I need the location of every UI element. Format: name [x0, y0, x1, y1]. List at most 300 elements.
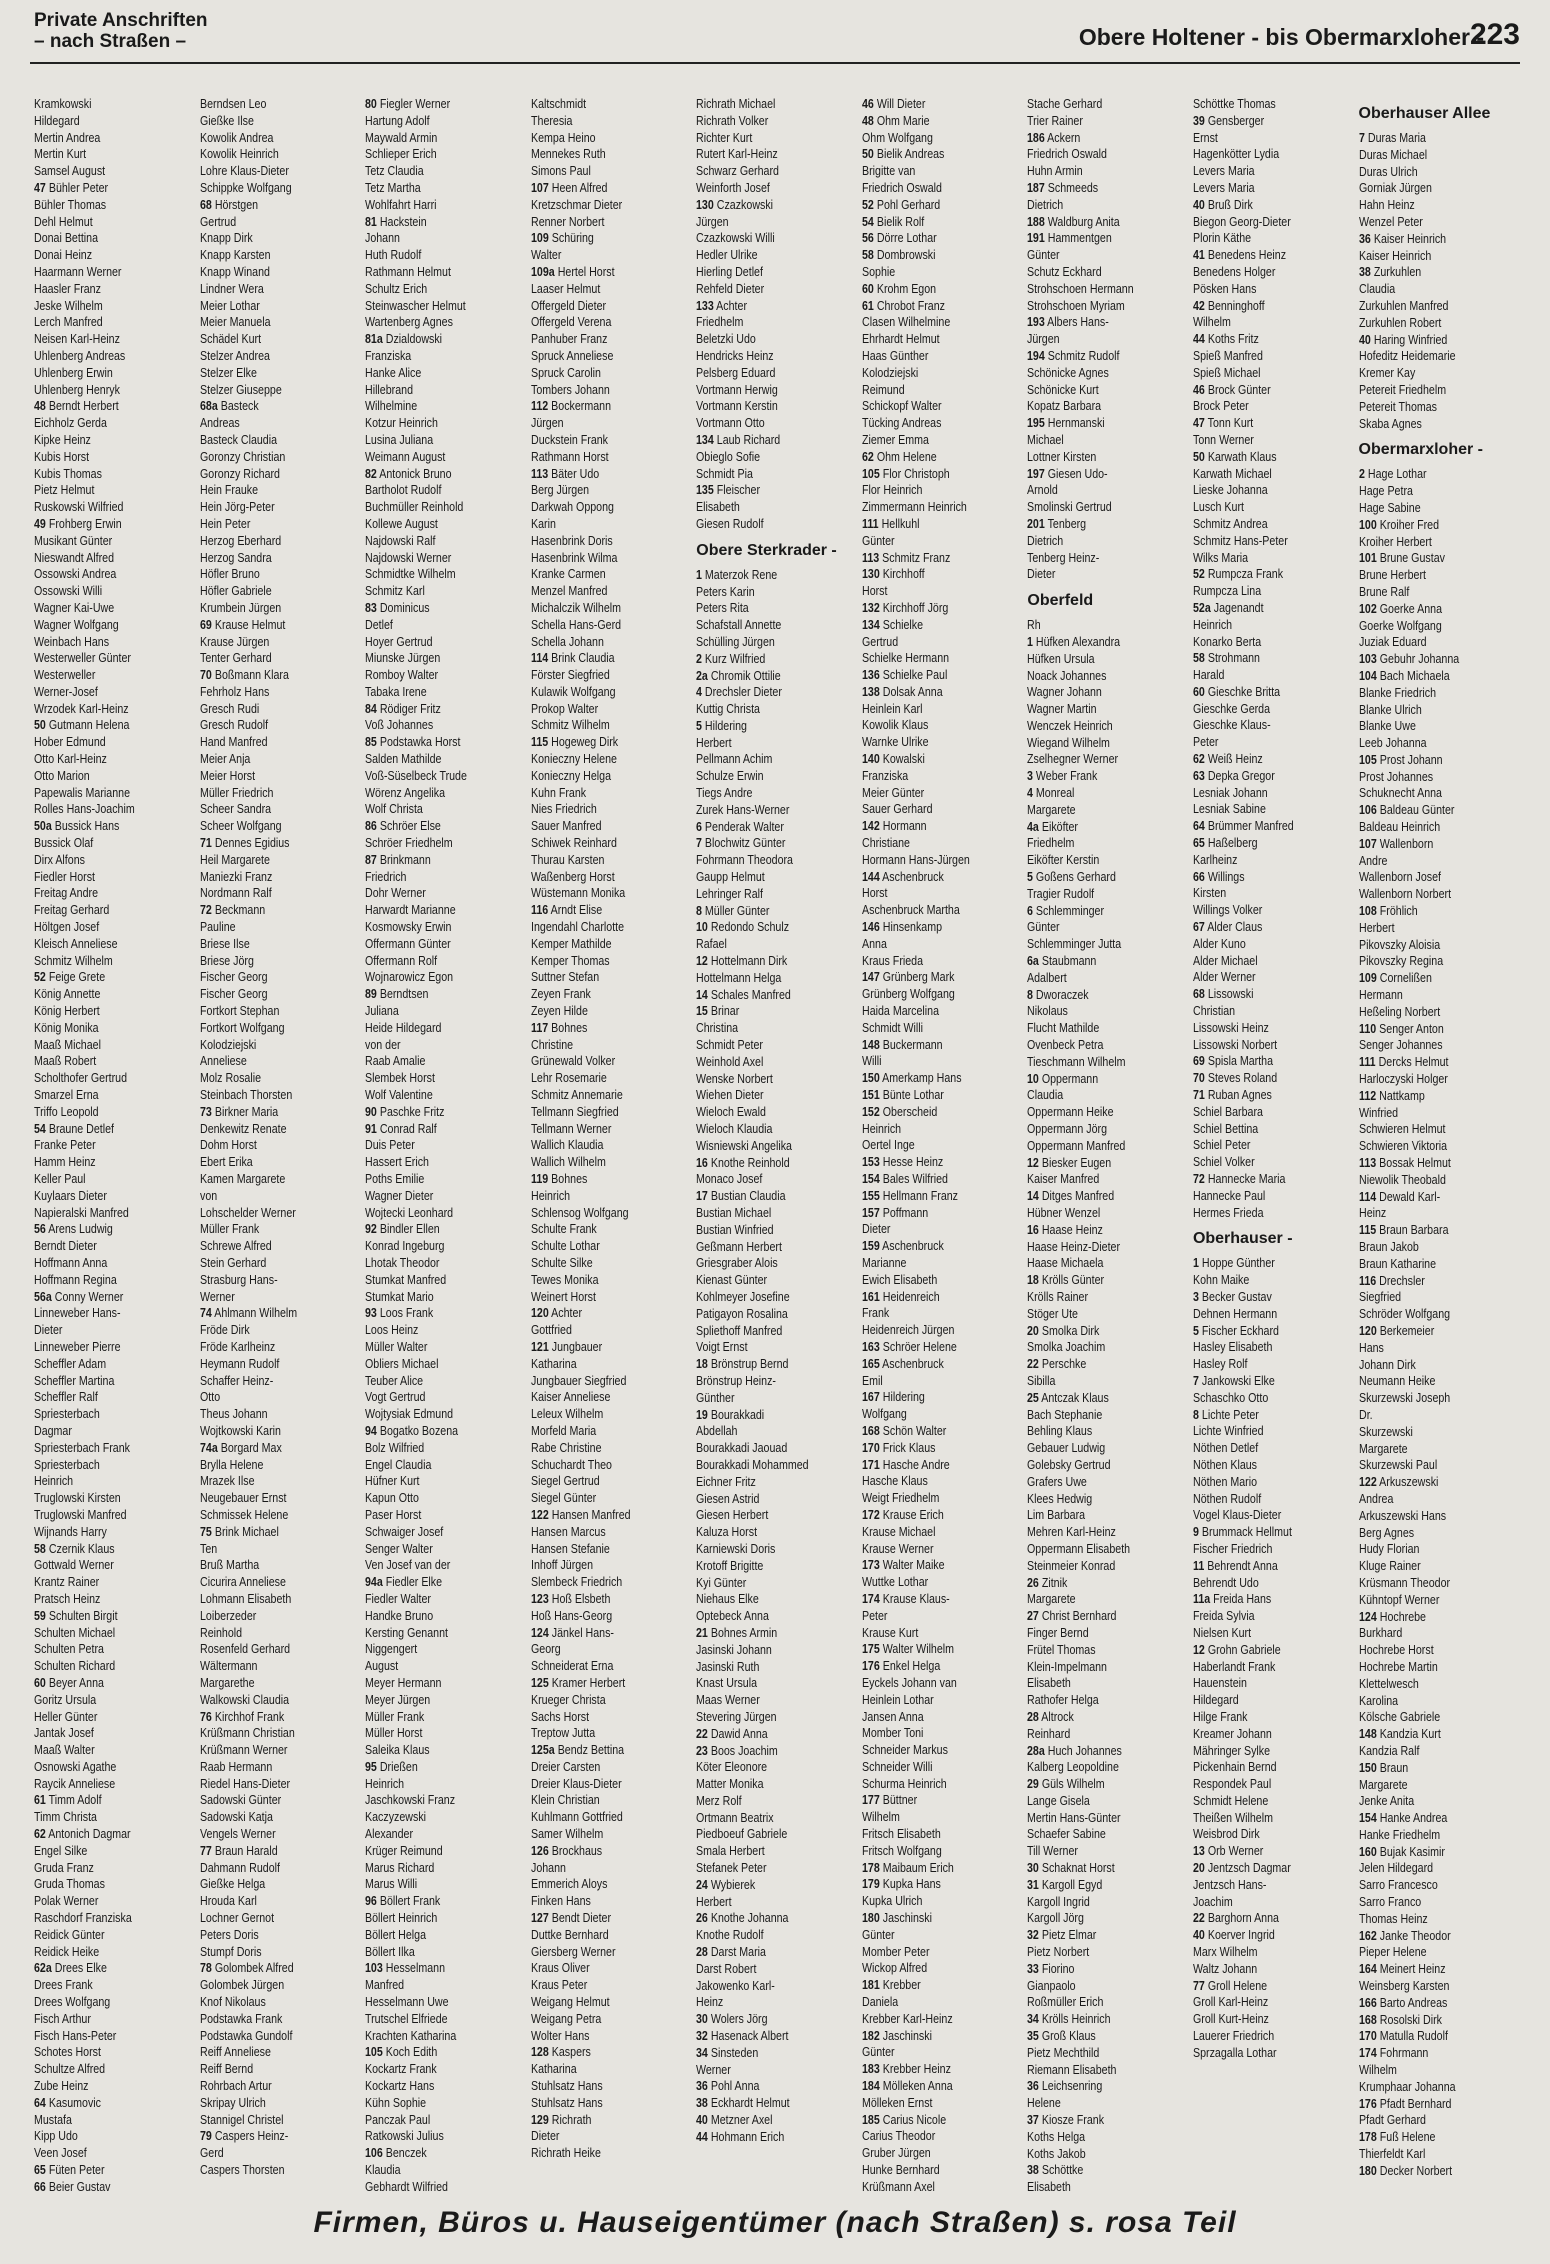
house-number: 17 — [696, 1188, 709, 1204]
resident-entry — [34, 499, 166, 516]
resident-name: Meier Günter — [861, 784, 925, 800]
resident-name: Molz Rosalie — [199, 1070, 261, 1086]
resident-entry — [531, 331, 663, 348]
resident-name: Nielsen Kurt — [1192, 1624, 1252, 1640]
resident-entry — [34, 1994, 166, 2011]
resident-entry — [34, 1641, 166, 1658]
footer-note: Firmen, Büros u. Hauseigentümer (nach Straßen) s. rosa Teil — [313, 2206, 1237, 2239]
resident-name: Wojtysiak Edmund — [365, 1406, 454, 1422]
resident-name: Wolf Christa — [365, 801, 423, 817]
resident-entry — [696, 785, 828, 802]
resident-name: Rh — [1027, 617, 1042, 633]
resident-name: Schielke Hermann — [861, 650, 949, 666]
house-number: 151 — [861, 1087, 880, 1103]
resident-entry — [862, 281, 994, 298]
resident-name: Hochrebe Martin — [1358, 1658, 1438, 1674]
house-number: 90 — [365, 1103, 377, 1119]
house-number: 100 — [1358, 516, 1377, 532]
resident-name: Walter Maike — [882, 1557, 945, 1573]
resident-entry — [696, 1642, 828, 1659]
resident-name: Maniezki Franz — [199, 868, 272, 884]
resident-name: Albers Hans- — [1047, 314, 1110, 330]
resident-entry — [696, 903, 828, 920]
resident-entry — [531, 1037, 663, 1054]
resident-name: Wijnands Harry — [34, 1523, 107, 1539]
resident-entry — [365, 801, 497, 818]
resident-entry — [862, 382, 994, 399]
resident-name: Richrath Heike — [530, 2145, 601, 2161]
resident-name: Kleisch Anneliese — [34, 935, 118, 951]
resident-name: Jungbauer — [551, 1338, 602, 1354]
resident-entry — [1359, 769, 1491, 786]
resident-entry — [200, 1792, 332, 1809]
resident-name: Paser Horst — [365, 1506, 422, 1522]
resident-entry — [696, 1608, 828, 1625]
resident-name: Hendricks Heinz — [696, 347, 774, 363]
resident-name: Dercks Helmut — [1378, 1054, 1448, 1070]
resident-name: Wüstemann Monika — [530, 885, 625, 901]
resident-entry — [531, 1070, 663, 1087]
resident-entry — [200, 1037, 332, 1054]
resident-entry — [696, 1239, 828, 1256]
resident-entry — [1027, 919, 1159, 936]
resident-entry — [1027, 1407, 1159, 1424]
resident-name: Herbert — [696, 1893, 732, 1909]
house-number: 133 — [696, 297, 715, 313]
resident-entry — [1027, 1457, 1159, 1474]
resident-name: Briese Jörg — [199, 952, 254, 968]
resident-entry — [1193, 734, 1325, 751]
resident-entry — [531, 1171, 663, 1188]
resident-name: Schmitz Karl — [365, 583, 425, 599]
resident-entry — [1193, 1894, 1325, 1911]
resident-name: Groll Karl-Heinz — [1192, 1994, 1269, 2010]
resident-name: Hoffmann Anna — [34, 1254, 108, 1270]
resident-entry — [34, 1255, 166, 1272]
resident-entry — [531, 1574, 663, 1591]
resident-name: Kirchhoff Jörg — [882, 599, 949, 615]
resident-name: König Annette — [34, 986, 101, 1002]
resident-entry — [200, 583, 332, 600]
resident-entry — [531, 566, 663, 583]
resident-entry — [1193, 1994, 1325, 2011]
resident-entry — [1027, 1726, 1159, 1743]
resident-name: Höfler Bruno — [199, 566, 260, 582]
resident-name: Burkhard — [1358, 1625, 1402, 1641]
resident-name: Papewalis Marianne — [34, 784, 131, 800]
resident-name: Margarete — [1027, 801, 1076, 817]
resident-name: Lichte Winfried — [1192, 1423, 1264, 1439]
resident-entry — [1359, 1222, 1491, 1239]
resident-entry — [531, 1709, 663, 1726]
resident-name: Arnold — [1027, 482, 1059, 498]
resident-entry — [531, 1154, 663, 1171]
resident-entry — [1193, 1205, 1325, 1222]
resident-name: Klein Christian — [530, 1792, 600, 1808]
resident-entry — [531, 1255, 663, 1272]
resident-entry — [696, 1323, 828, 1340]
resident-name: Kienast Günter — [696, 1272, 768, 1288]
resident-name: Frütel Thomas — [1027, 1641, 1096, 1657]
house-number: 112 — [530, 398, 548, 414]
resident-entry — [696, 113, 828, 130]
resident-name: Schiel Volker — [1192, 1154, 1255, 1170]
resident-entry — [34, 1003, 166, 1020]
resident-entry — [200, 1692, 332, 1709]
resident-entry — [862, 264, 994, 281]
resident-entry — [1027, 1087, 1159, 1104]
resident-name: Nöthen Mario — [1192, 1473, 1257, 1489]
resident-entry — [1359, 634, 1491, 651]
resident-name: Sarro Francesco — [1358, 1877, 1438, 1893]
resident-entry — [365, 2179, 497, 2196]
resident-name: Kaiser Anneliese — [530, 1389, 611, 1405]
resident-entry — [1027, 970, 1159, 987]
resident-entry — [1027, 247, 1159, 264]
resident-entry — [862, 298, 994, 315]
resident-entry — [34, 852, 166, 869]
house-number: 20 — [1192, 1860, 1205, 1876]
resident-name: Stelzer Andrea — [199, 347, 270, 363]
resident-entry — [1359, 1205, 1491, 1222]
resident-name: Fischer Friedrich — [1192, 1540, 1273, 1556]
resident-name: Salden Mathilde — [365, 751, 442, 767]
resident-entry — [34, 1591, 166, 1608]
resident-entry — [200, 2044, 332, 2061]
resident-entry — [1193, 449, 1325, 466]
resident-entry — [1359, 1777, 1491, 1794]
resident-entry — [1359, 584, 1491, 601]
resident-entry — [696, 584, 828, 601]
resident-entry — [531, 1776, 663, 1793]
resident-entry — [1359, 2028, 1491, 2045]
house-number: 164 — [1358, 1961, 1377, 1977]
resident-name: Theißen Wilhelm — [1192, 1809, 1273, 1825]
house-number: 60 — [1192, 683, 1205, 699]
resident-entry — [531, 1423, 663, 1440]
resident-entry — [1359, 1911, 1491, 1928]
resident-name: Müller Friedrich — [199, 784, 274, 800]
resident-name: Wickop Alfred — [861, 1960, 927, 1976]
resident-entry — [365, 1356, 497, 1373]
resident-name: Dworaczek — [1036, 986, 1090, 1002]
resident-name: Slembeck Friedrich — [530, 1574, 622, 1590]
resident-name: Schippke Wolfgang — [199, 179, 292, 195]
resident-name: Marus Willi — [365, 1876, 418, 1892]
house-number: 27 — [1027, 1608, 1040, 1624]
listing-column — [1193, 96, 1355, 2196]
resident-name: Giesen Udo- — [1048, 465, 1108, 481]
resident-name: Jentzsch Dagmar — [1207, 1860, 1291, 1876]
resident-entry — [862, 751, 994, 768]
resident-name: Hottelmann Dirk — [711, 953, 788, 969]
house-number: 28a — [1027, 1742, 1046, 1758]
house-number: 152 — [861, 1103, 880, 1119]
resident-name: Niggengert — [365, 1641, 418, 1657]
house-number: 35 — [1027, 2028, 1040, 2044]
resident-entry — [34, 1423, 166, 1440]
resident-name: Mölleken Ernst — [861, 2094, 933, 2110]
house-number: 180 — [1358, 2162, 1377, 2178]
resident-entry — [1359, 1306, 1491, 1323]
resident-name: Hassert Erich — [365, 1154, 430, 1170]
resident-name: Kubis Thomas — [34, 465, 102, 481]
resident-name: Kowolik Heinrich — [199, 146, 279, 162]
house-number: 3 — [1192, 1288, 1199, 1304]
resident-name: Podstawka Gundolf — [199, 2027, 293, 2043]
resident-name: Berndt Dieter — [34, 1238, 97, 1254]
resident-entry — [1359, 1575, 1491, 1592]
resident-name: Wohlfahrt Harri — [365, 196, 437, 212]
resident-name: Ohm Marie — [876, 112, 930, 128]
resident-name: Osnowski Agathe — [34, 1758, 117, 1774]
resident-entry — [1193, 1743, 1325, 1760]
resident-entry — [1193, 1306, 1325, 1323]
resident-entry — [862, 1356, 994, 1373]
resident-name: Hahn Heinz — [1358, 197, 1415, 213]
resident-entry — [862, 1389, 994, 1406]
resident-entry — [862, 1221, 994, 1238]
house-number: 38 — [1358, 264, 1371, 280]
resident-entry — [200, 1053, 332, 1070]
resident-entry — [365, 533, 497, 550]
resident-name: Till Werner — [1027, 1843, 1079, 1859]
house-number: 61 — [34, 1792, 46, 1808]
resident-entry — [531, 583, 663, 600]
resident-name: Benedens Holger — [1192, 263, 1276, 279]
resident-entry — [862, 331, 994, 348]
resident-name: Lissowski Heinz — [1192, 1019, 1269, 1035]
resident-entry — [200, 1524, 332, 1541]
resident-entry — [200, 1003, 332, 1020]
resident-entry — [1193, 96, 1325, 113]
resident-entry — [1027, 2112, 1159, 2129]
resident-name: Hedler Ulrike — [696, 247, 758, 263]
resident-name: Laaser Helmut — [530, 280, 601, 296]
resident-name: Zube Heinz — [34, 2078, 89, 2094]
resident-entry — [696, 1155, 828, 1172]
house-number: 140 — [861, 751, 880, 767]
resident-entry — [200, 1339, 332, 1356]
resident-name: Hoß Hans-Georg — [530, 1607, 612, 1623]
resident-entry — [200, 1389, 332, 1406]
resident-entry — [1193, 953, 1325, 970]
resident-entry — [365, 1188, 497, 1205]
resident-name: Podstawka Horst — [379, 734, 461, 750]
resident-name: Brönstrup Bernd — [711, 1356, 789, 1372]
resident-entry — [696, 1071, 828, 1088]
resident-entry — [200, 1541, 332, 1558]
resident-entry — [696, 936, 828, 953]
resident-name: Gruber Jürgen — [861, 2145, 931, 2161]
resident-name: Karolina — [1358, 1692, 1398, 1708]
resident-entry — [1193, 1541, 1325, 1558]
resident-entry — [34, 2011, 166, 2028]
resident-entry — [531, 1188, 663, 1205]
resident-name: Knapp Winand — [199, 263, 270, 279]
resident-name: Brylla Helene — [199, 1456, 263, 1472]
resident-name: Siegel Gertrud — [530, 1473, 600, 1489]
resident-entry — [696, 869, 828, 886]
house-number: 4 — [696, 684, 703, 700]
resident-entry — [200, 550, 332, 567]
resident-entry — [365, 1927, 497, 1944]
resident-entry — [862, 969, 994, 986]
resident-entry — [34, 1305, 166, 1322]
resident-name: Biesker Eugen — [1042, 1154, 1112, 1170]
resident-entry — [531, 785, 663, 802]
resident-entry — [365, 214, 497, 231]
resident-entry — [531, 466, 663, 483]
resident-entry — [1027, 1810, 1159, 1827]
resident-name: Hrouda Karl — [199, 1893, 257, 1909]
resident-entry — [1359, 298, 1491, 315]
resident-entry — [1193, 130, 1325, 147]
house-number: 16 — [1027, 1221, 1040, 1237]
resident-entry — [531, 1742, 663, 1759]
resident-name: Rödiger Fritz — [379, 700, 441, 716]
resident-entry — [1359, 1827, 1491, 1844]
resident-name: Peters Karin — [696, 583, 755, 599]
resident-name: König Monika — [34, 1019, 99, 1035]
house-number: 134 — [861, 616, 880, 632]
resident-entry — [200, 768, 332, 785]
resident-entry — [862, 1087, 994, 1104]
resident-name: Trier Rainer — [1027, 112, 1084, 128]
resident-entry — [696, 600, 828, 617]
resident-name: Leichsenring — [1042, 2078, 1103, 2094]
resident-entry — [696, 1407, 828, 1424]
resident-entry — [1193, 634, 1325, 651]
resident-entry — [34, 1675, 166, 1692]
resident-name: Rutert Karl-Heinz — [696, 146, 779, 162]
resident-name: Christ Bernhard — [1042, 1608, 1117, 1624]
resident-name: Krumbein Jürgen — [199, 599, 281, 615]
resident-name: Miunske Jürgen — [365, 650, 441, 666]
resident-name: Braun Barbara — [1378, 1222, 1449, 1238]
resident-name: Braun — [1379, 1759, 1408, 1775]
resident-entry — [696, 1524, 828, 1541]
resident-name: Hans — [1358, 1339, 1384, 1355]
resident-name: Kremer Kay — [1358, 365, 1415, 381]
house-number: 11 — [1192, 1557, 1205, 1573]
resident-entry — [531, 600, 663, 617]
resident-name: Fröde Karlheinz — [199, 1338, 275, 1354]
resident-entry — [696, 1625, 828, 1642]
resident-name: Sprzagalla Lothar — [1192, 2044, 1277, 2060]
resident-entry — [34, 264, 166, 281]
resident-name: Heinz — [1358, 1205, 1386, 1221]
resident-entry — [365, 398, 497, 415]
resident-entry — [1027, 2011, 1159, 2028]
resident-entry — [696, 264, 828, 281]
resident-name: Stöger Ute — [1027, 1305, 1079, 1321]
resident-entry — [531, 1960, 663, 1977]
resident-entry — [1193, 264, 1325, 281]
resident-name: Jungbauer Siegfried — [530, 1372, 627, 1388]
house-number: 105 — [861, 465, 880, 481]
resident-entry — [34, 214, 166, 231]
resident-entry — [1359, 903, 1491, 920]
resident-entry — [696, 96, 828, 113]
resident-entry — [1027, 1003, 1159, 1020]
resident-name: Neugebauer Ernst — [199, 1490, 287, 1506]
house-number: 67 — [1192, 919, 1205, 935]
resident-entry — [365, 1171, 497, 1188]
resident-name: Weinsberg Karsten — [1358, 1978, 1449, 1994]
resident-name: Mertin Hans-Günter — [1027, 1809, 1121, 1825]
resident-entry — [696, 970, 828, 987]
resident-entry — [34, 734, 166, 751]
resident-entry — [365, 969, 497, 986]
resident-entry — [1027, 1709, 1159, 1726]
house-number: 170 — [861, 1439, 880, 1455]
resident-name: Morfeld Maria — [530, 1422, 596, 1438]
resident-name: Harloczyski Holger — [1358, 1071, 1448, 1087]
resident-name: Heinlein Karl — [861, 700, 923, 716]
resident-name: Kasumovic — [48, 2094, 101, 2110]
resident-name: Pickenhain Bernd — [1192, 1759, 1277, 1775]
resident-entry — [1027, 1978, 1159, 1995]
resident-entry — [1359, 382, 1491, 399]
house-number: 130 — [696, 196, 715, 212]
resident-name: Wolers Jörg — [711, 2011, 768, 2027]
house-number: 84 — [365, 700, 377, 716]
resident-name: Grünberg Mark — [882, 969, 955, 985]
resident-name: Lauerer Friedrich — [1192, 2028, 1275, 2044]
house-number: 34 — [696, 2044, 709, 2060]
house-number: 13 — [1192, 1843, 1205, 1859]
resident-name: Füten Peter — [48, 2162, 105, 2178]
resident-name: Schella Johann — [530, 633, 604, 649]
resident-entry — [1359, 937, 1491, 954]
resident-name: Keller Paul — [34, 1171, 86, 1186]
resident-entry — [862, 1557, 994, 1574]
resident-name: Fortkort Stephan — [199, 1003, 279, 1019]
resident-entry — [365, 650, 497, 667]
resident-entry — [365, 1910, 497, 1927]
resident-entry — [531, 2095, 663, 2112]
resident-name: Beckmann — [214, 902, 265, 918]
resident-entry — [531, 230, 663, 247]
resident-entry — [862, 701, 994, 718]
resident-entry — [1027, 869, 1159, 886]
resident-entry — [365, 953, 497, 970]
resident-name: Barghorn Anna — [1207, 1910, 1279, 1926]
resident-entry — [34, 2078, 166, 2095]
resident-name: Mennekes Ruth — [530, 146, 606, 162]
resident-entry — [365, 1289, 497, 1306]
resident-entry — [1193, 1759, 1325, 1776]
resident-entry — [862, 1742, 994, 1759]
resident-entry — [365, 835, 497, 852]
resident-name: Böllert Frank — [379, 1893, 441, 1909]
house-number: 95 — [365, 1758, 377, 1774]
resident-name: Raschdorf Franziska — [34, 1910, 132, 1926]
resident-name: Offermann Günter — [365, 935, 451, 951]
resident-name: Tewes Monika — [530, 1271, 599, 1287]
resident-entry — [1359, 1793, 1491, 1810]
resident-name: Krumphaar Johanna — [1358, 2078, 1456, 2094]
resident-entry — [862, 1121, 994, 1138]
resident-name: Kosmowsky Erwin — [365, 919, 452, 935]
resident-name: Köter Eleonore — [696, 1759, 768, 1775]
resident-name: Chrobot Franz — [876, 297, 945, 313]
resident-entry — [862, 818, 994, 835]
resident-entry — [200, 163, 332, 180]
resident-entry — [696, 1390, 828, 1407]
resident-entry — [862, 2028, 994, 2045]
